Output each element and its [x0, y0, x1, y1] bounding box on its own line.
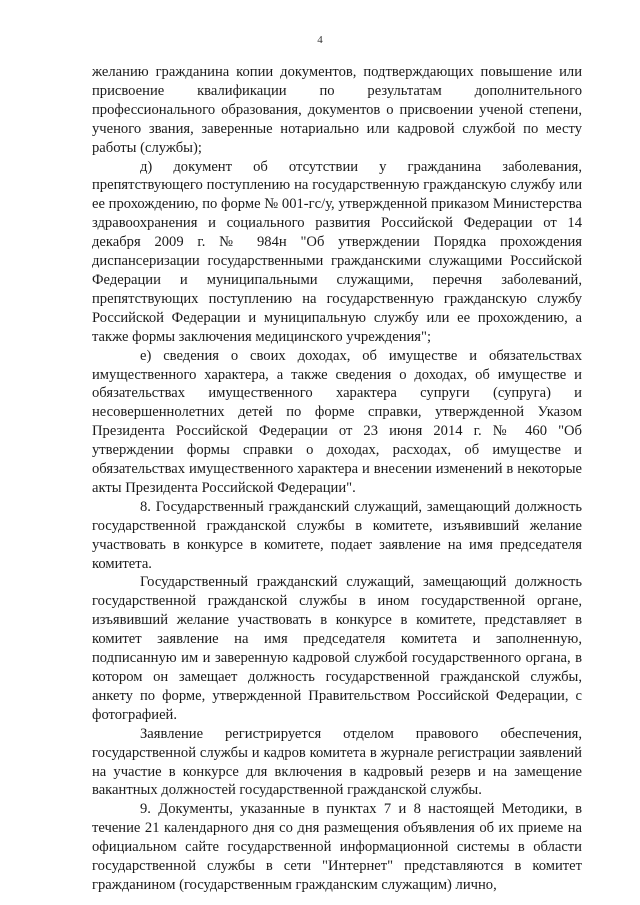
paragraph-item-e: е) сведения о своих доходах, об имуществе и обязательствах имущественного характера, а также сведения о доходах, об имуществе и обязательствах имущественного характера супруги (супруга) и несовершеннолетних детей по форме справки, утвержденной Указом Президента Российской Федерации от 23 июня 2014 г. № 460 "Об утверждении формы справки о доходах, расходах, об имуществе и обязательствах имущественного характера и внесении изменений в некоторые акты Президента Российской Федерации". — [92, 347, 582, 496]
paragraph-clause-9: 9. Документы, указанные в пунктах 7 и 8 настоящей Методики, в течение 21 календарного дня со дня размещения объявления об их приеме на официальном сайте государственной информационной системы в области государственной службы в сети "Интернет" представляются в комитет гражданином (государственным гражданским служащим) лично, — [92, 801, 582, 893]
paragraph-clause-8-other-agency: Государственный гражданский служащий, замещающий должность государственной гражданской службы в ином государственной органе, изъявивший желание участвовать в конкурсе в комитете, представляет в комитет заявление на имя председателя комитета и заполненную, подписанную им и заверенную кадровой службой государственного органа, в котором он замещает должность государственной гражданской службы, анкету по форме, утвержденной Правительством Российской Федерации, с фотографией. — [92, 574, 582, 723]
paragraph-clause-8: 8. Государственный гражданский служащий, замещающий должность государственной гражданской службы в комитете, изъявивший желание участвовать в конкурсе в комитете, подает заявление на имя председателя комитета. — [92, 498, 582, 572]
paragraph-continuation: желанию гражданина копии документов, подтверждающих повышение или присвоение квалификации по результатам дополнительного профессионального образования, документов о присвоении ученой степени, ученого звания, заверенные нотариально или кадровой службой по месту работы (службы); — [92, 64, 582, 156]
paragraph-clause-8-registration: Заявление регистрируется отделом правового обеспечения, государственной службы и кадров комитета в журнале регистрации заявлений на участие в конкурсе для включения в кадровый резерв и на замещение вакантных должностей государственной гражданской службы. — [92, 725, 582, 799]
paragraph-item-d: д) документ об отсутствии у гражданина заболевания, препятствующего поступлению на государственную гражданскую службу или ее прохождению, по форме № 001-гс/у, утвержденной приказом Министерства здравоохранения и социального развития Российской Федерации от 14 декабря 2009 г. № 984н "Об утверждении Порядка прохождения диспансеризации государственными гражданскими служащими Российской Федерации и муниципальными служащими, перечня заболеваний, препятствующих поступлению на государственную гражданскую службу Российской Федерации и муниципальную службу или ее прохождению, а также формы заключения медицинского учреждения"; — [92, 158, 582, 345]
page-number: 4 — [317, 34, 323, 46]
document-body — [92, 63, 582, 895]
